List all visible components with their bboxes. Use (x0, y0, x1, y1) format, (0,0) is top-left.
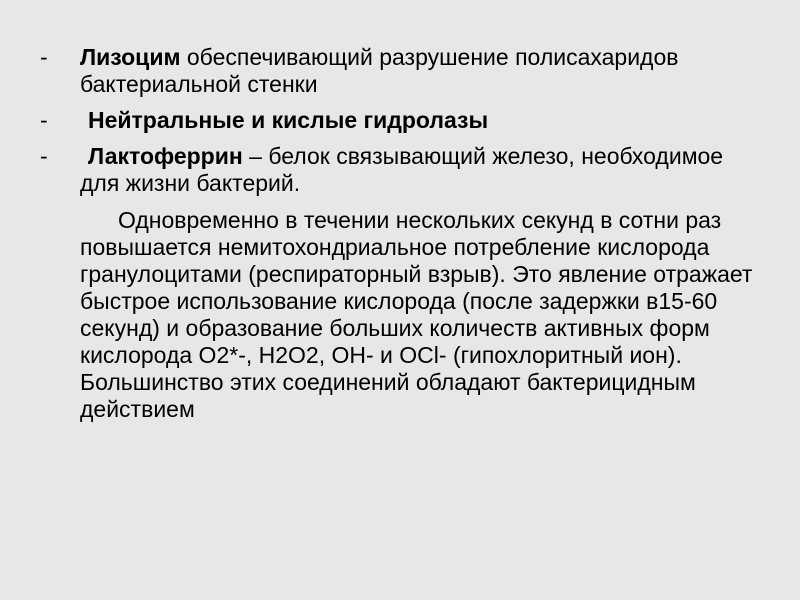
bullet-description: обеспечивающий разрушение полисахаридов бактериальной стенки (80, 44, 679, 97)
bullet-term: Лизоцим (80, 44, 181, 70)
bullet-marker: - (40, 143, 48, 169)
slide-content (40, 44, 760, 423)
bullet-term: Нейтральные и кислые гидролазы (88, 107, 489, 133)
bullet-marker: - (40, 44, 48, 70)
bullet-item-lysozyme (40, 44, 760, 98)
bullet-description: – белок связывающий железо, необходимое для жизни бактерий. (80, 143, 724, 196)
bullet-item-lactoferrin (40, 143, 760, 197)
bullet-item-hydrolases (40, 107, 760, 134)
body-paragraph: Одновременно в течении нескольких секунд в сотни раз повышается немитохондриальное потребление кислорода гранулоцитами (респираторный взрыв). Это явление отражает быстрое использование кислорода (после задержки в15-60 секунд) и образование больших количеств активных форм кислорода O2*-, H2O2, OH- и OCl- (гипохлоритный ион). Большинство этих соединений обладают бактерицидным действием (80, 207, 753, 422)
bullet-marker: - (40, 107, 48, 133)
bullet-term: Лактоферрин (88, 143, 243, 169)
